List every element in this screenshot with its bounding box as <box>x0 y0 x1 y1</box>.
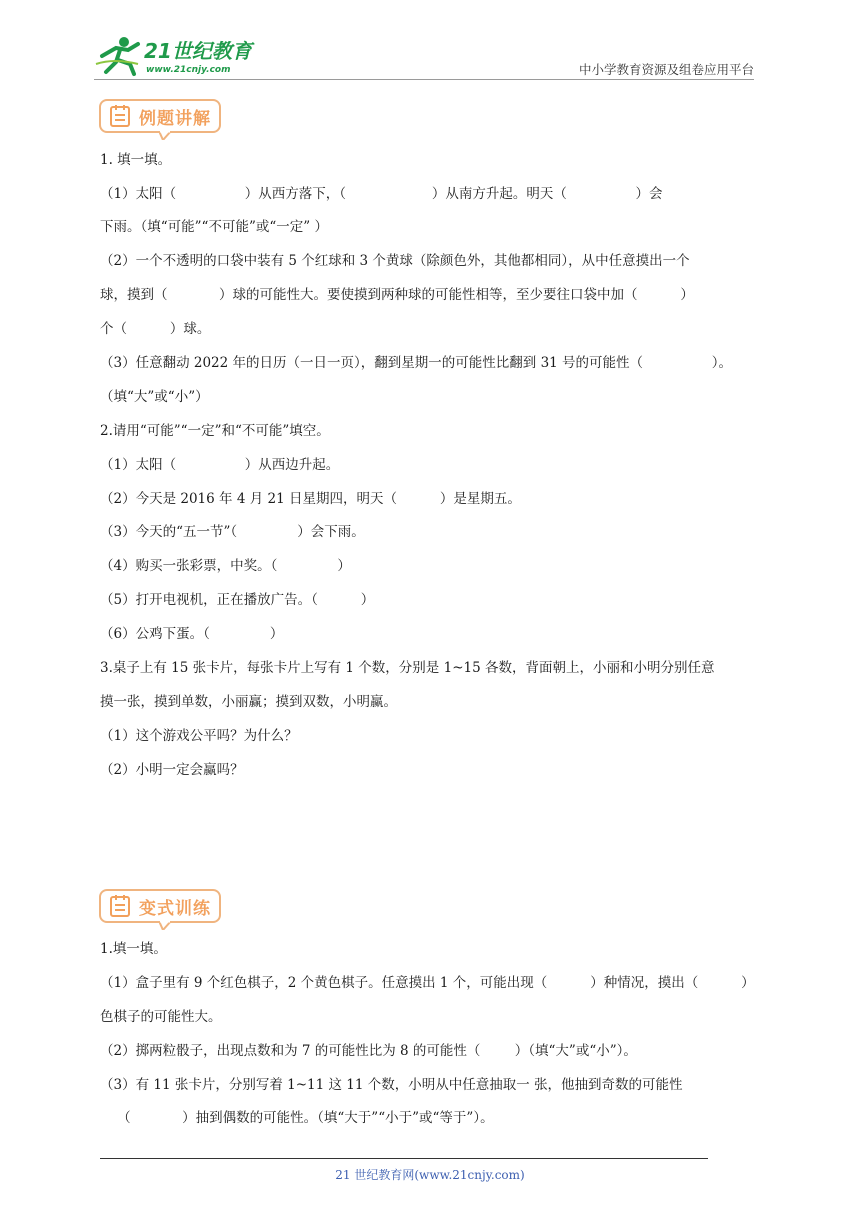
question-line: 球，摸到（ ）球的可能性大。要使摸到两种球的可能性相等，至少要往口袋中加（ ） <box>100 287 694 303</box>
question-line: （3）任意翻动 2022 年的日历（一日一页），翻到星期一的可能性比翻到 31 号的可能性（ ）。 <box>100 355 732 371</box>
tag-tail <box>159 131 171 140</box>
question-line: （填“大”或“小”） <box>100 389 209 405</box>
notepad-icon <box>109 104 131 128</box>
question-line: （3）今天的“五一节”（ ）会下雨。 <box>100 524 365 540</box>
question-line: （6）公鸡下蛋。（ ） <box>100 626 284 642</box>
notepad-icon <box>109 894 131 918</box>
section-tag-examples <box>99 99 221 133</box>
question-line: 个（ ）球。 <box>100 321 211 337</box>
footer-link[interactable]: 21 世纪教育网(www.21cnjy.com) <box>335 1168 525 1182</box>
question-line: 下雨。（填“可能”“不可能”或“一定” ） <box>100 219 328 235</box>
platform-name: 中小学教育资源及组卷应用平台 <box>578 62 754 77</box>
question-line: （1）这个游戏公平吗？为什么？ <box>100 728 298 744</box>
question-line: （3）有 11 张卡片，分别写着 1~11 这 11 个数，小明从中任意抽取一 张，他抽到奇数的可能性 <box>100 1077 683 1093</box>
logo-url: www.21cnjy.com <box>146 65 231 75</box>
footer-divider <box>100 1158 708 1159</box>
logo-text: 21世纪教育 <box>144 39 252 63</box>
question-line: （ ）抽到偶数的可能性。（填“大于”“小于”或“等于”）。 <box>100 1110 494 1126</box>
question-line: （5）打开电视机，正在播放广告。（ ） <box>100 592 375 608</box>
question-line: （2）小明一定会赢吗？ <box>100 762 244 778</box>
section-title: 例题讲解 <box>139 108 211 129</box>
question-line: 1.填一填。 <box>100 941 167 957</box>
question-line: 3.桌子上有 15 张卡片，每张卡片上写有 1 个数，分别是 1~15 各数，背面朝上，小丽和小明分别任意 <box>100 660 715 676</box>
section-tag-practice <box>99 889 221 923</box>
question-line: 2.请用“可能”“一定”和“不可能”填空。 <box>100 423 330 439</box>
site-logo[interactable] <box>94 34 264 78</box>
logo-runner-icon <box>94 34 264 78</box>
header-divider <box>94 79 754 80</box>
section-title: 变式训练 <box>139 898 211 919</box>
question-line: （2）今天是 2016 年 4 月 21 日星期四，明天（ ）是星期五。 <box>100 491 521 507</box>
question-line: 色棋子的可能性大。 <box>100 1009 222 1025</box>
question-line: 摸一张，摸到单数，小丽赢；摸到双数，小明赢。 <box>100 694 397 710</box>
question-line: （1）盒子里有 9 个红色棋子，2 个黄色棋子。任意摸出 1 个，可能出现（ ）种情况，摸出（ ） <box>100 975 755 991</box>
question-line: （4）购买一张彩票，中奖。（ ） <box>100 558 351 574</box>
question-line: （1）太阳（ ）从西方落下，（ ）从南方升起。明天（ ）会 <box>100 186 663 202</box>
question-line: （2）一个不透明的口袋中装有 5 个红球和 3 个黄球（除颜色外，其他都相同），从中任意摸出一个 <box>100 253 690 269</box>
question-line: 1. 填一填。 <box>100 152 172 168</box>
question-line: （2）掷两粒骰子，出现点数和为 7 的可能性比为 8 的可能性（ ）（填“大”或“小”）。 <box>100 1043 637 1059</box>
tag-tail <box>159 921 171 930</box>
question-line: （1）太阳（ ）从西边升起。 <box>100 457 340 473</box>
